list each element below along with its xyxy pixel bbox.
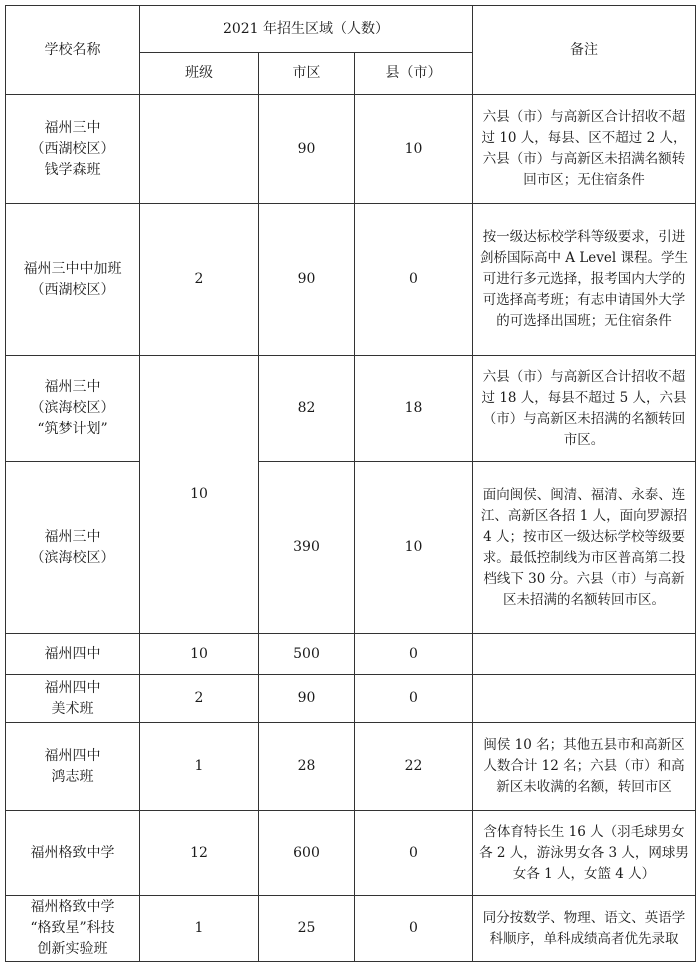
- city-cell: 600: [259, 811, 355, 896]
- school-name-line: 福州格致中学: [30, 844, 115, 861]
- school-name-cell: [6, 723, 140, 811]
- class-cell: 2: [140, 675, 259, 723]
- table-row: [6, 204, 696, 356]
- class-cell: 10: [140, 634, 259, 675]
- city-cell: 28: [259, 723, 355, 811]
- city-cell: 500: [259, 634, 355, 675]
- school-name-cell: [6, 811, 140, 896]
- county-cell: 0: [355, 675, 473, 723]
- class-cell: 1: [140, 723, 259, 811]
- city-cell: 390: [259, 462, 355, 634]
- table-row: [6, 675, 696, 723]
- county-cell: 10: [355, 95, 473, 204]
- note-cell: 同分按数学、物理、语文、英语学科顺序，单科成绩高者优先录取: [473, 896, 696, 962]
- school-name-cell: [6, 675, 140, 723]
- table-row: [6, 462, 696, 634]
- school-name-line: 福州四中: [44, 747, 101, 764]
- county-cell: 0: [355, 811, 473, 896]
- school-name-line: （滨海校区）: [30, 400, 115, 416]
- admissions-table: [5, 5, 696, 962]
- school-name-line: 福州四中: [44, 645, 101, 662]
- school-name-line: 美术班: [51, 700, 94, 717]
- note-cell: 按一级达标校学科等级要求，引进剑桥国际高中 A Level 课程。学生可进行多元选择，报考国内大学的可选择高考班；有志申请国外大学的可选择出国班；无住宿条件: [473, 204, 696, 356]
- school-name-line: （西湖校区）: [30, 140, 115, 157]
- city-header: 市区: [259, 53, 355, 95]
- school-name-cell: [6, 95, 140, 204]
- school-name-cell: [6, 896, 140, 962]
- region-header: 2021 年招生区域（人数）: [140, 6, 473, 53]
- class-cell: 12: [140, 811, 259, 896]
- city-cell: 82: [259, 356, 355, 462]
- city-cell: 90: [259, 204, 355, 356]
- school-name-cell: [6, 356, 140, 462]
- table-row: [6, 723, 696, 811]
- table-row: [6, 634, 696, 675]
- school-name-cell: [6, 634, 140, 675]
- school-name-cell: [6, 462, 140, 634]
- class-cell: [140, 95, 259, 204]
- city-cell: 90: [259, 95, 355, 204]
- class-cell: 10: [140, 356, 259, 634]
- table-row: [6, 896, 696, 962]
- school-name-line: 福州四中: [44, 679, 101, 696]
- county-cell: 0: [355, 634, 473, 675]
- county-cell: 10: [355, 462, 473, 634]
- note-cell: [473, 675, 696, 723]
- table-row: [6, 356, 696, 462]
- school-name-line: “筑梦计划”: [37, 421, 108, 437]
- school-name-line: “格致星”科技: [30, 920, 115, 936]
- school-name-line: 创新实验班: [37, 941, 108, 957]
- school-name-line: （西湖校区）: [30, 281, 115, 298]
- class-header: 班级: [140, 53, 259, 95]
- county-header: 县（市）: [355, 53, 473, 95]
- table-row: [6, 95, 696, 204]
- note-cell: 六县（市）与高新区合计招收不超过 18 人，每县不超过 5 人，六县（市）与高新区未招满的名额转回市区。: [473, 356, 696, 462]
- city-cell: 25: [259, 896, 355, 962]
- school-name-line: 福州三中中加班: [23, 260, 122, 277]
- county-cell: 18: [355, 356, 473, 462]
- note-cell: 六县（市）与高新区合计招收不超过 10 人，每县、区不超过 2 人，六县（市）与高新区未招满名额转回市区；无住宿条件: [473, 95, 696, 204]
- note-cell: 面向闽侯、闽清、福清、永泰、连江、高新区各招 1 人，面向罗源招 4 人；按市区一级达标学校等级要求。最低控制线为市区普高第二投档线下 30 分。六县（市）与高新区未招满的名额转回市区。: [473, 462, 696, 634]
- table-row: [6, 811, 696, 896]
- school-name-line: 福州三中: [44, 379, 101, 395]
- class-cell: 2: [140, 204, 259, 356]
- header-row-1: [6, 6, 696, 53]
- county-cell: 22: [355, 723, 473, 811]
- note-cell: 含体育特长生 16 人（羽毛球男女各 2 人，游泳男女各 3 人，网球男女各 1 人，女篮 4 人）: [473, 811, 696, 896]
- note-cell: 闽侯 10 名；其他五县市和高新区人数合计 12 名；六县（市）和高新区未收满的名额，转回市区: [473, 723, 696, 811]
- county-cell: 0: [355, 896, 473, 962]
- note-cell: [473, 634, 696, 675]
- school-name-line: 福州三中: [44, 528, 101, 545]
- class-cell: 1: [140, 896, 259, 962]
- school-name-line: 福州格致中学: [30, 899, 115, 915]
- note-header: 备注: [473, 6, 696, 95]
- school-name-cell: [6, 204, 140, 356]
- school-name-line: （滨海校区）: [30, 549, 115, 566]
- school-name-line: 钱学森班: [44, 161, 101, 178]
- county-cell: 0: [355, 204, 473, 356]
- school-name-header: 学校名称: [6, 6, 140, 95]
- school-name-line: 鸿志班: [51, 768, 94, 785]
- school-name-line: 福州三中: [44, 119, 101, 136]
- city-cell: 90: [259, 675, 355, 723]
